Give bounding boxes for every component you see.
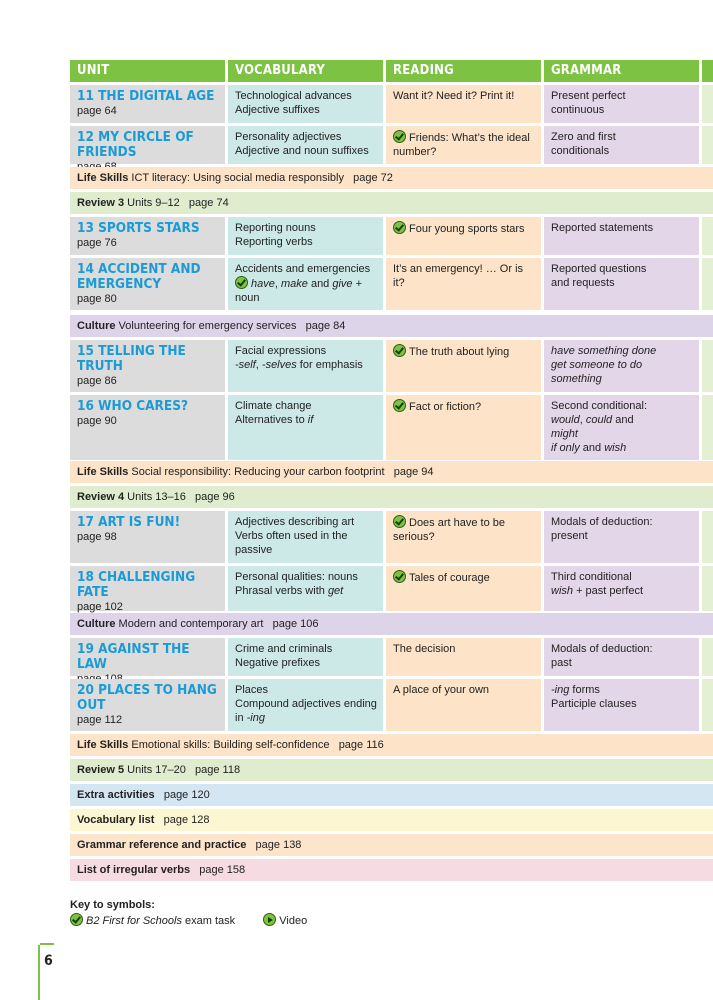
next-column-cell — [702, 258, 713, 310]
vocabulary-item: passive — [235, 544, 273, 556]
reading-item: The decision — [393, 643, 456, 655]
unit-title: EMERGENCY — [77, 276, 162, 292]
reading-cell — [386, 638, 541, 676]
grammar-item: and requests — [551, 277, 615, 289]
vocabulary-item: Compound adjectives ending — [235, 698, 377, 710]
next-column-cell — [702, 217, 713, 255]
unit-13-cell — [70, 217, 225, 255]
review-band: Review 3 Units 9–12 page 74 — [70, 192, 713, 214]
unit-page: page 76 — [77, 237, 117, 249]
vocabulary-cell — [228, 638, 383, 676]
vocabulary-item: Adjective suffixes — [235, 104, 320, 116]
grammar-item: Participle clauses — [551, 698, 637, 710]
reading-cell — [386, 340, 541, 392]
vocabulary-cell: Accidents and emergencies have, make and give + noun — [228, 258, 383, 310]
vocabulary-cell: Personal qualities: nouns Phrasal verbs with get — [228, 566, 383, 611]
reading-item: Tales of courage — [409, 572, 490, 584]
life-skills-band: Life Skills ICT literacy: Using social media responsibly page 72 — [70, 167, 713, 189]
unit-title: 11 THE DIGITAL AGE — [77, 88, 215, 104]
vocabulary-cell: Places Compound adjectives ending in -ing — [228, 679, 383, 731]
header-vocabulary: VOCABULARY — [228, 60, 383, 82]
grammar-item: present — [551, 530, 588, 542]
vocabulary-item: Reporting verbs — [235, 236, 313, 248]
extra-activities-band: Extra activities page 120 — [70, 784, 713, 806]
unit-page: page 86 — [77, 375, 117, 387]
exam-task-check-icon — [393, 399, 406, 412]
next-column-cell — [702, 638, 713, 676]
unit-title: 15 TELLING THE TRUTH — [77, 343, 186, 374]
grammar-cell — [544, 126, 699, 164]
unit-14-cell — [70, 258, 225, 310]
grammar-item: Modals of deduction: — [551, 643, 653, 655]
grammar-cell — [544, 85, 699, 123]
grammar-cell — [544, 638, 699, 676]
unit-page: page 80 — [77, 293, 117, 305]
video-play-icon — [263, 913, 276, 926]
page-number: 6 — [44, 953, 53, 969]
reading-item: It’s an emergency! … Or is it? — [393, 263, 524, 289]
reading-item: number? — [393, 146, 437, 158]
vocabulary-item: Adjective and noun suffixes — [235, 145, 369, 157]
exam-task-check-icon — [70, 913, 83, 926]
key-video-label: Video — [279, 915, 308, 927]
vocabulary-item: Technological advances — [235, 90, 352, 102]
next-column-cell — [702, 395, 713, 460]
header-grammar: GRAMMAR — [544, 60, 699, 82]
vocabulary-item: Reporting nouns — [235, 222, 316, 234]
unit-17-cell — [70, 511, 225, 563]
exam-task-check-icon — [393, 221, 406, 234]
key-exam-label: B2 First for Schools — [86, 915, 182, 927]
reading-cell — [386, 395, 541, 460]
vocabulary-item: noun — [235, 292, 260, 304]
vocabulary-cell — [228, 217, 383, 255]
grammar-item: Reported questions — [551, 263, 647, 275]
grammar-item: conditionals — [551, 145, 610, 157]
grammar-item: have something done — [551, 345, 657, 357]
grammar-item: Modals of deduction: — [551, 516, 653, 528]
unit-page: page 102 — [77, 601, 123, 613]
header-next-column — [702, 60, 713, 82]
culture-band: Culture Modern and contemporary art page 106 — [70, 613, 713, 635]
grammar-cell — [544, 511, 699, 563]
exam-task-check-icon — [393, 570, 406, 583]
next-column-cell — [702, 511, 713, 563]
unit-title: 16 WHO CARES? — [77, 398, 188, 414]
unit-11-cell — [70, 85, 225, 123]
unit-20-cell — [70, 679, 225, 731]
grammar-reference-band: Grammar reference and practice page 138 — [70, 834, 713, 856]
unit-title: 12 MY CIRCLE OF FRIENDS — [77, 129, 194, 160]
grammar-cell — [544, 340, 699, 392]
review-band: Review 4 Units 13–16 page 96 — [70, 486, 713, 508]
reading-cell — [386, 566, 541, 611]
vocabulary-item: Negative prefixes — [235, 657, 320, 669]
unit-page: page 90 — [77, 415, 117, 427]
unit-19-cell — [70, 638, 225, 676]
unit-title: 19 AGAINST THE LAW — [77, 641, 190, 672]
page-number-marker — [38, 945, 53, 1000]
grammar-item: get someone to do — [551, 359, 643, 371]
header-unit: UNIT — [70, 60, 225, 82]
grammar-item: Third conditional — [551, 571, 632, 583]
unit-title: 13 SPORTS STARS — [77, 220, 200, 236]
reading-cell — [386, 126, 541, 164]
unit-title: 17 ART IS FUN! — [77, 514, 181, 530]
unit-title: 18 CHALLENGING FATE — [77, 569, 196, 600]
vocabulary-cell — [228, 511, 383, 563]
grammar-cell — [544, 217, 699, 255]
vocabulary-item: Facial expressions — [235, 345, 327, 357]
unit-page: page 98 — [77, 531, 117, 543]
unit-16-cell — [70, 395, 225, 460]
life-skills-band: Life Skills Social responsibility: Reducing your carbon footprint page 94 — [70, 461, 713, 483]
grammar-item: Zero and first — [551, 131, 616, 143]
vocabulary-cell — [228, 126, 383, 164]
vocabulary-cell: Facial expressions -self, -selves for emphasis — [228, 340, 383, 392]
grammar-cell: Third conditional wish + past perfect — [544, 566, 699, 611]
exam-task-check-icon — [393, 130, 406, 143]
vocabulary-list-band: Vocabulary list page 128 — [70, 809, 713, 831]
culture-band: Culture Volunteering for emergency services page 84 — [70, 315, 713, 337]
header-reading: READING — [386, 60, 541, 82]
vocabulary-cell: Climate change Alternatives to if — [228, 395, 383, 460]
reading-cell — [386, 511, 541, 563]
next-column-cell — [702, 126, 713, 164]
irregular-verbs-band: List of irregular verbs page 158 — [70, 859, 713, 881]
symbol-key: Key to symbols: B2 First for Schools exam task Video — [70, 899, 308, 927]
vocabulary-item: Accidents and emergencies — [235, 263, 371, 275]
vocabulary-item: Personality adjectives — [235, 131, 342, 143]
grammar-item: Reported statements — [551, 222, 654, 234]
reading-item: The truth about lying — [409, 346, 510, 358]
vocabulary-item: Climate change — [235, 400, 312, 412]
unit-15-cell — [70, 340, 225, 392]
next-column-cell — [702, 85, 713, 123]
unit-title: 20 PLACES TO HANG OUT — [77, 682, 217, 713]
review-band: Review 5 Units 17–20 page 118 — [70, 759, 713, 781]
reading-item: Four young sports stars — [409, 223, 525, 235]
reading-item: Does art have to be — [409, 517, 506, 529]
reading-item: Want it? Need it? Print it! — [393, 90, 515, 102]
reading-item: Friends: What’s the ideal — [409, 132, 530, 144]
reading-item: A place of your own — [393, 684, 490, 696]
next-column-cell — [702, 679, 713, 731]
vocabulary-cell — [228, 85, 383, 123]
reading-cell — [386, 679, 541, 731]
grammar-item: Present perfect — [551, 90, 626, 102]
vocabulary-item: Places — [235, 684, 269, 696]
vocabulary-item: Personal qualities: nouns — [235, 571, 358, 583]
grammar-cell — [544, 258, 699, 310]
vocabulary-item: Crime and criminals — [235, 643, 333, 655]
exam-task-check-icon — [393, 344, 406, 357]
unit-page: page 112 — [77, 714, 123, 726]
reading-item: Fact or fiction? — [409, 401, 482, 413]
vocabulary-item: Verbs often used in the — [235, 530, 348, 542]
next-column-cell — [702, 566, 713, 611]
grammar-item: continuous — [551, 104, 605, 116]
reading-cell — [386, 258, 541, 310]
reading-item: serious? — [393, 531, 435, 543]
grammar-item: past — [551, 657, 572, 669]
grammar-item: Second conditional: — [551, 400, 648, 412]
grammar-item: something — [551, 373, 602, 385]
life-skills-band: Life Skills Emotional skills: Building self-confidence page 116 — [70, 734, 713, 756]
grammar-cell: Second conditional: would, could and might if only and wish — [544, 395, 699, 460]
next-column-cell — [702, 340, 713, 392]
grammar-cell: -ing forms Participle clauses — [544, 679, 699, 731]
key-title: Key to symbols: — [70, 899, 155, 911]
exam-task-check-icon — [235, 276, 248, 289]
reading-cell — [386, 217, 541, 255]
unit-page: page 64 — [77, 105, 117, 117]
unit-12-cell — [70, 126, 225, 164]
exam-task-check-icon — [393, 515, 406, 528]
unit-18-cell — [70, 566, 225, 611]
vocabulary-item: Adjectives describing art — [235, 516, 355, 528]
reading-cell — [386, 85, 541, 123]
unit-title: 14 ACCIDENT AND — [77, 261, 201, 277]
